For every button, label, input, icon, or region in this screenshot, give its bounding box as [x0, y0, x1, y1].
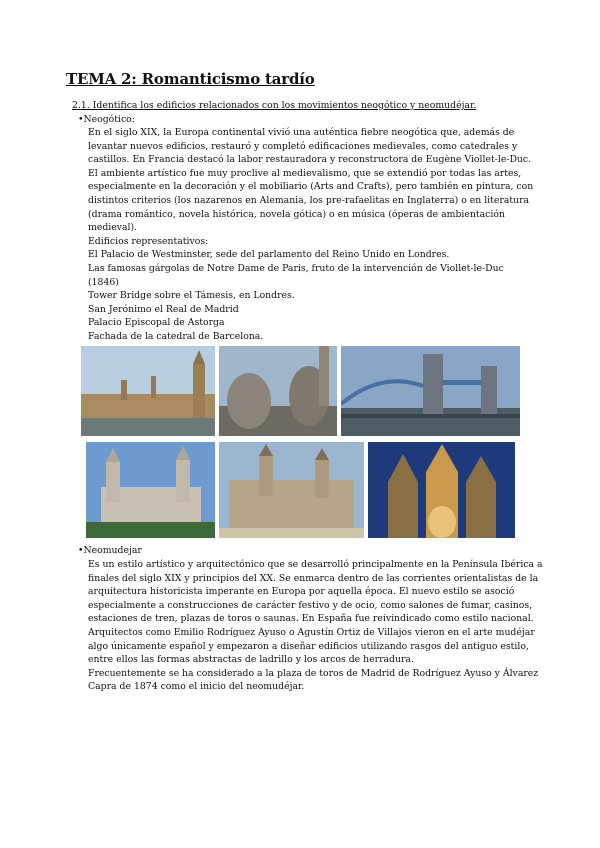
text-line: castillos. En Francia destacó la labor restauradora y reconstructora de Eugène Viollet-le-Duc. — [88, 154, 532, 166]
text-line: especialmente en la decoración y el mobiliario (Arts and Crafts), pero también en pintura, con — [88, 181, 534, 193]
text-line: distintos criterios (los nazarenos en Alemania, los pre-rafaelitas en Inglaterra) o en literatura — [88, 194, 530, 206]
text-line: arquitectura historicista imperante en Europa por aquella época. El nuevo estilo se asoció — [88, 586, 515, 598]
text-line: medieval). — [88, 222, 138, 234]
text-line: Capra de 1874 como el inicio del neomudéjar. — [88, 681, 305, 693]
text-line: Fachada de la catedral de Barcelona. — [88, 330, 264, 342]
text-line: Las famosas gárgolas de Notre Dame de Paris, fruto de la intervención de Viollet-le-Duc — [88, 262, 504, 274]
section-subtitle: 2.1. Identifica los edificios relacionados con los movimientos neogótico y neomudéjar. — [72, 100, 477, 111]
neomudejar-heading: •Neomudejar — [78, 545, 142, 556]
text-line: Es un estilo artístico y arquitectónico que se desarrolló principalmente en la Península Ibérica a — [88, 559, 543, 570]
text-line: En el siglo XIX, la Europa continental vivió una auténtica fiebre neogótica que, además de — [88, 127, 515, 138]
photo-palacio-astorga — [219, 442, 364, 538]
text-line: Arquitectos como Emilio Rodríguez Ayuso o Agustín Ortiz de Villajos vieron en el arte mudéjar — [88, 626, 535, 638]
text-line: (drama romántico, novela histórica, novela gótica) o en música (óperas de ambientación — [88, 208, 505, 220]
text-line: Frecuentemente se ha considerado a la plaza de toros de Madrid de Rodríguez Ayuso y Álvarez — [88, 667, 539, 679]
photo-notre-dame-gargoyles — [219, 346, 337, 436]
text-line: levantar nuevos edificios, restauró y completó edificaciones medievales, como catedrales y — [88, 140, 518, 152]
text-line: especialmente a construcciones de carácter festivo y de ocio, como salones de fumar, casinos, — [88, 599, 533, 611]
text-line: algo únicamente español y empezaron a diseñar edificios utilizando rasgos del antiguo estilo, — [88, 640, 529, 652]
neomudejar-paragraph — [88, 558, 543, 694]
neogotico-heading: •Neogótico: — [78, 114, 135, 125]
photo-san-jeronimo — [86, 442, 215, 538]
photo-tower-bridge — [341, 346, 520, 436]
text-line: El ambiente artístico fue muy proclive al medievalismo, que se extendió por todas las artes, — [88, 167, 522, 179]
text-line: Edificios representativos: — [88, 235, 209, 247]
text-line: San Jerónimo el Real de Madrid — [88, 303, 239, 315]
text-line: finales del siglo XIX y principios del XX. Se enmarca dentro de las corrientes orientalistas de la — [88, 572, 539, 584]
neogotico-paragraph — [88, 126, 538, 344]
text-line: Palacio Episcopal de Astorga — [88, 317, 225, 329]
text-line: El Palacio de Westminster, sede del parlamento del Reino Unido en Londres. — [88, 249, 450, 261]
text-line: Tower Bridge sobre el Támesis, en Londres. — [88, 290, 295, 302]
text-line: entre ellos las formas abstractas de ladrillo y los arcos de herradura. — [88, 654, 414, 666]
photo-westminster — [81, 346, 215, 436]
text-line: (1846) — [88, 276, 119, 288]
photo-catedral-barcelona — [368, 442, 515, 538]
text-line: estaciones de tren, plazas de toros o saunas. En España fue reivindicado como estilo nacional. — [88, 613, 534, 625]
page-title: TEMA 2: Romanticismo tardío — [66, 70, 315, 88]
